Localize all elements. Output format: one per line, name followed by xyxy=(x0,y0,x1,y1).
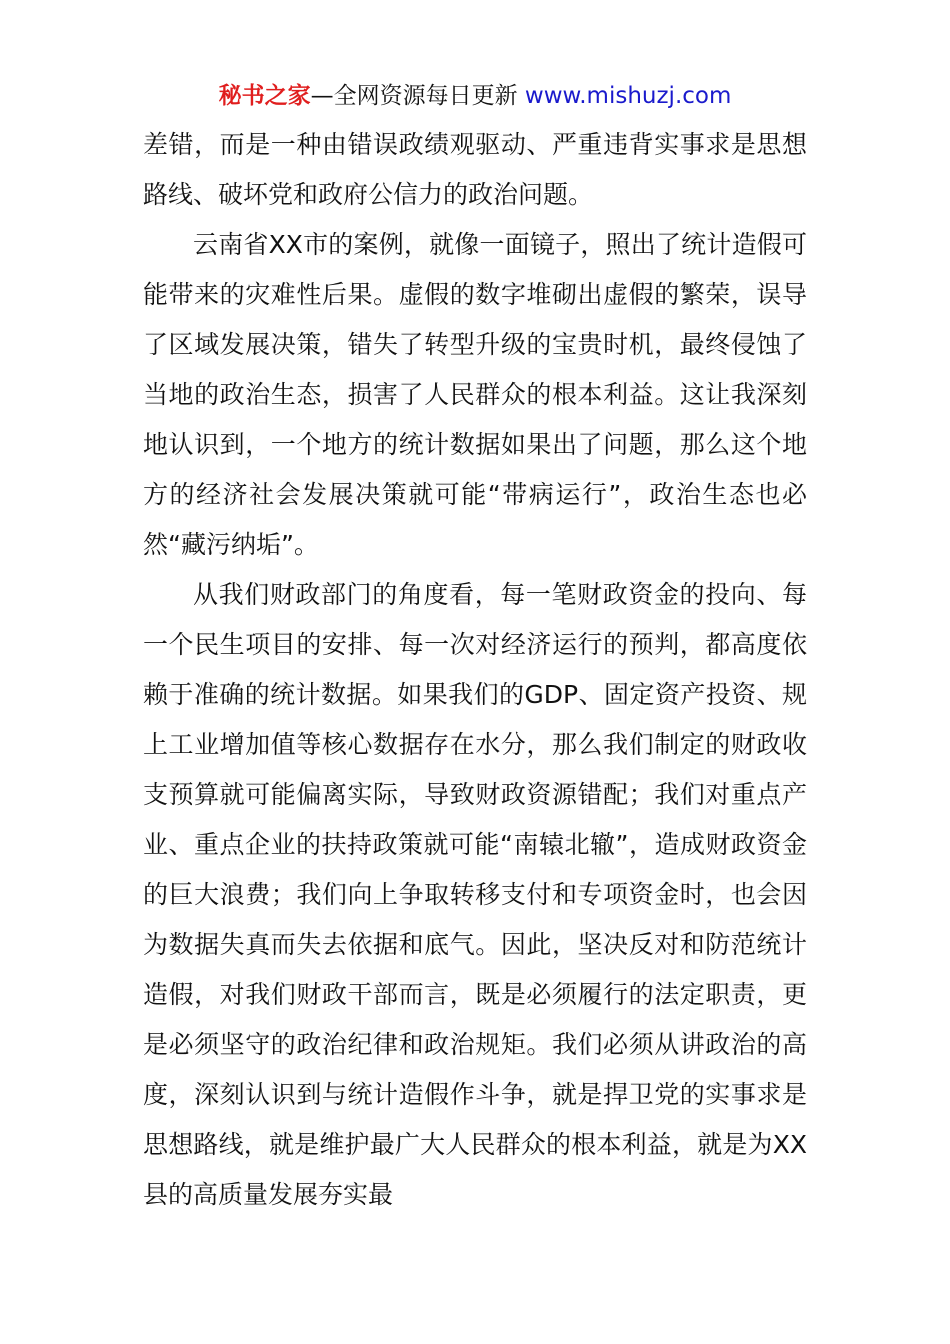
paragraph: 云南省XX市的案例，就像一面镜子，照出了统计造假可能带来的灾难性后果。虚假的数字堆砌出虚假的繁荣，误导了区域发展决策，错失了转型升级的宝贵时机，最终侵蚀了当地的政治生态，损害了人民群众的根本利益。这让我深刻地认识到，一个地方的统计数据如果出了问题，那么这个地方的经济社会发展决策就可能“带病运行”，政治生态也必然“藏污纳垢”。 xyxy=(143,230,807,559)
header-tagline: —全网资源每日更新 xyxy=(310,83,518,109)
page-header xyxy=(0,80,950,112)
paragraph-continued: 差错，而是一种由错误政绩观驱动、严重违背实事求是思想路线、破坏党和政府公信力的政治问题。 xyxy=(143,130,807,209)
document-body xyxy=(143,120,807,1220)
brand-name: 秘书之家 xyxy=(218,83,311,109)
paragraph: 从我们财政部门的角度看，每一笔财政资金的投向、每一个民生项目的安排、每一次对经济运行的预判，都高度依赖于准确的统计数据。如果我们的GDP、固定资产投资、规上工业增加值等核心数据存在水分，那么我们制定的财政收支预算就可能偏离实际，导致财政资源错配；我们对重点产业、重点企业的扶持政策就可能“南辕北辙”，造成财政资金的巨大浪费；我们向上争取转移支付和专项资金时，也会因为数据失真而失去依据和底气。因此，坚决反对和防范统计造假，对我们财政干部而言，既是必须履行的法定职责，更是必须坚守的政治纪律和政治规矩。我们必须从讲政治的高度，深刻认识到与统计造假作斗争，就是捍卫党的实事求是思想路线，就是维护最广大人民群众的根本利益，就是为XX县的高质量发展夯实最 xyxy=(143,580,807,1209)
website-link[interactable]: www.mishuzj.com xyxy=(524,83,732,109)
